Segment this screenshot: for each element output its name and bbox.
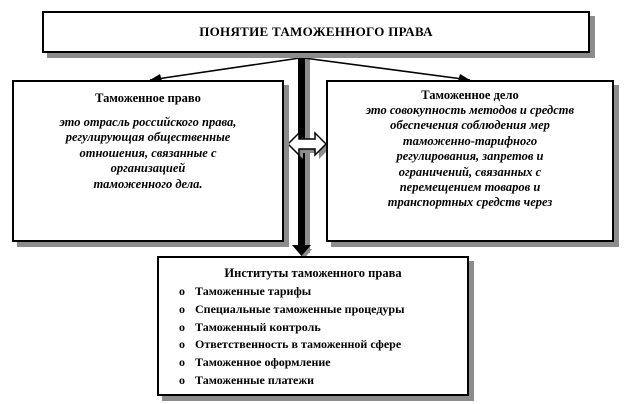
list-item	[179, 354, 467, 372]
customs-affairs-heading: Таможенное дело	[421, 88, 519, 102]
institutions-card	[157, 256, 469, 396]
branch-left-line	[150, 58, 300, 80]
list-item	[179, 283, 467, 301]
bullet-icon: o	[179, 337, 185, 352]
institutions-list	[159, 283, 467, 390]
title-box	[42, 11, 590, 53]
definition-line: транспортных средств через	[387, 195, 553, 210]
bullet-icon: o	[179, 355, 185, 370]
institutions-heading: Институты таможенного права	[224, 266, 402, 280]
list-item-label: Ответственность в таможенной сфере	[195, 337, 402, 352]
definition-line: отношения, связанные с	[79, 145, 217, 160]
list-item	[179, 319, 467, 337]
definition-line: таможенного дела.	[93, 176, 203, 191]
list-item	[179, 372, 467, 390]
definition-line: регулирования, запретов и	[396, 149, 544, 164]
branch-right-line	[304, 58, 470, 80]
definition-line: организацией	[110, 161, 186, 176]
definition-line: обеспечения соблюдения мер	[390, 118, 550, 133]
list-item-label: Таможенное оформление	[195, 355, 331, 370]
bullet-icon: o	[179, 372, 185, 387]
customs-law-heading: Таможенное право	[95, 91, 201, 105]
definition-line: регулирующая общественные	[65, 130, 231, 145]
list-item-label: Таможенный контроль	[195, 319, 321, 334]
customs-law-definition	[14, 115, 282, 192]
definition-line: это совокупность методов и средств	[365, 103, 575, 117]
customs-affairs-definition	[328, 103, 612, 211]
definition-line: это отрасль российского права,	[59, 115, 237, 129]
list-item-label: Специальные таможенные процедуры	[195, 301, 405, 316]
bullet-icon: o	[179, 284, 185, 298]
list-item	[179, 336, 467, 354]
customs-law-card	[12, 80, 284, 242]
definition-line: ограничений, связанных с	[398, 164, 542, 179]
definition-line: перемещением товаров и	[399, 180, 541, 195]
customs-affairs-card	[326, 80, 614, 242]
definition-line: таможенно-тарифного	[402, 133, 538, 148]
diagram-title: ПОНЯТИЕ ТАМОЖЕННОГО ПРАВА	[199, 24, 433, 39]
bullet-icon: o	[179, 319, 185, 334]
bullet-icon: o	[179, 301, 185, 316]
list-item-label: Таможенные тарифы	[195, 284, 312, 298]
list-item-label: Таможенные платежи	[195, 372, 314, 387]
list-item	[179, 301, 467, 319]
